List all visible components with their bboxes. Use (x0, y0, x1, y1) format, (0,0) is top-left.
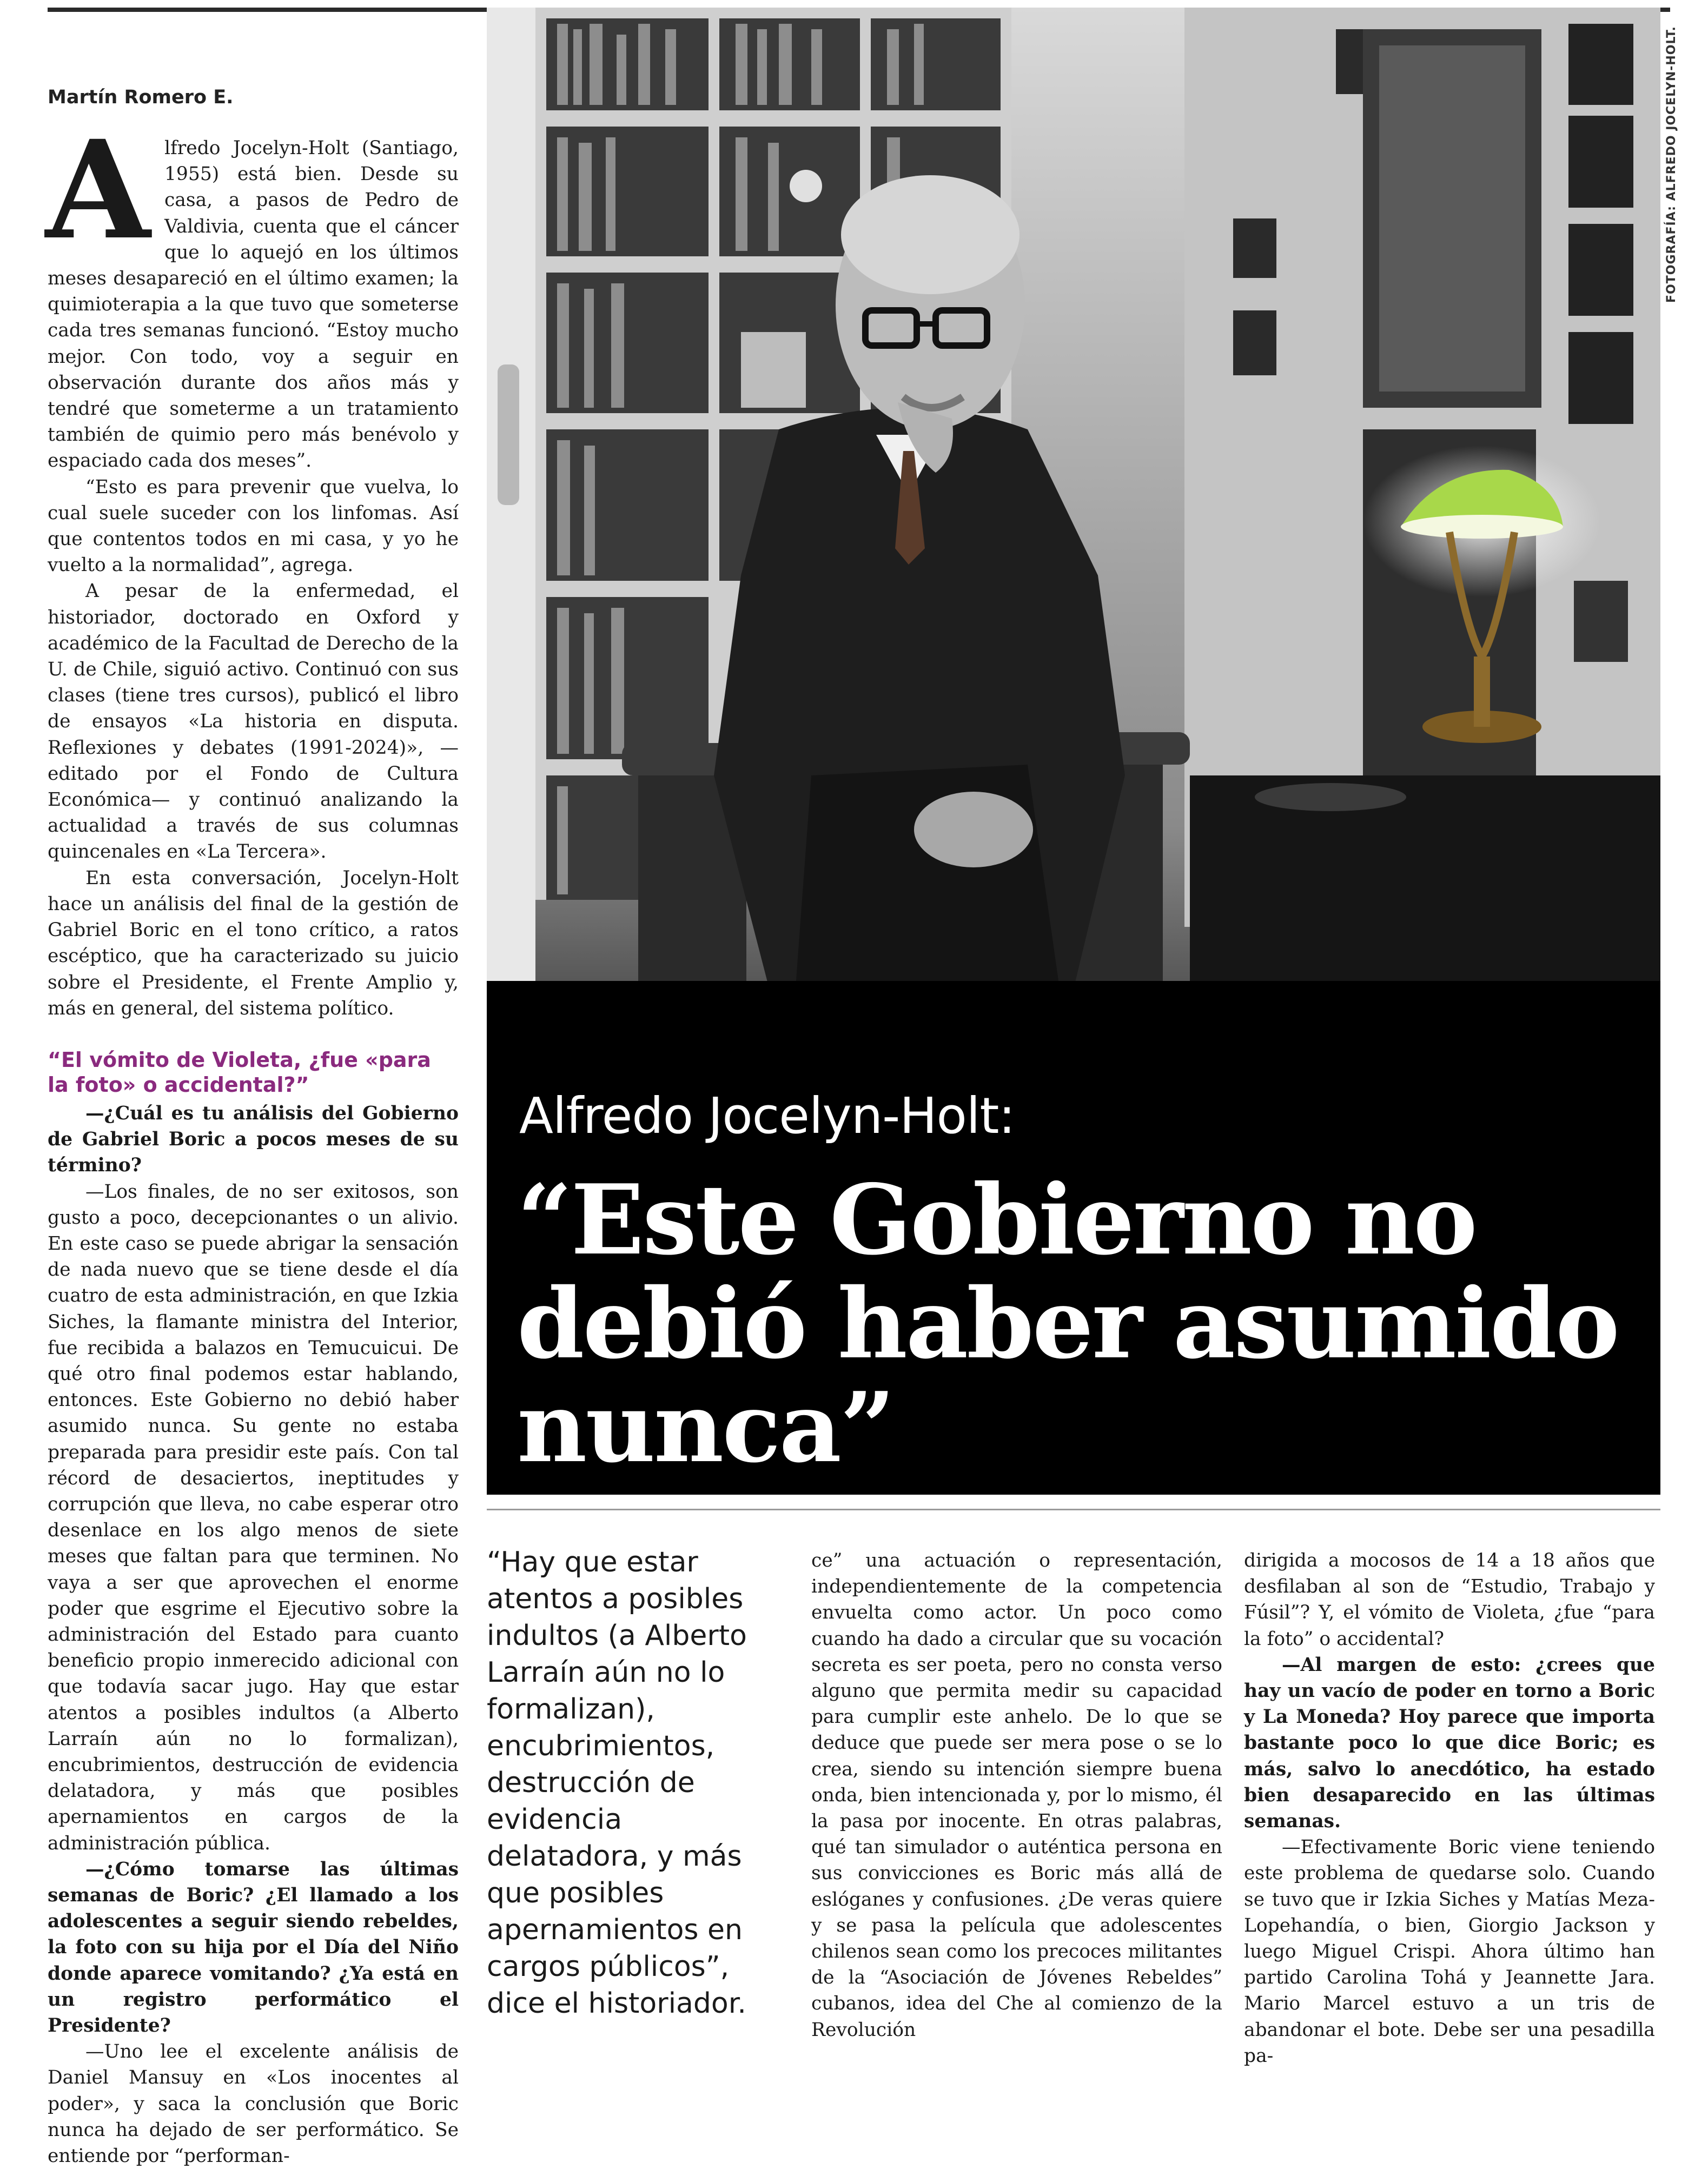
headline: “Este Gobierno no debió haber asumido nunca” (517, 1163, 1618, 1484)
answer-3: —Efectivamente Boric viene teniendo este problema de quedarse solo. Cuando se tuvo que ir Izkia Siches y Matías Meza-Lopehandía, o bien, Giorgio Jackson y luego Miguel Crispi. Ahora último han partido Carolina Tohá y Jeannette Jara. Mario Marcel estuvo a un tris de abandonar el bote. Debe ser una pesadilla pa- (1244, 1836, 1655, 2067)
section-divider (487, 1509, 1660, 1510)
paragraph-3: A pesar de la enfermedad, el historiador, doctorado en Oxford y académico de la Facultad de Derecho de la U. de Chile, siguió activo. Continuó con sus clases (tiene tres cursos), publicó el libro de ensayos «La historia en disputa. Reflexiones y debates (1991-2024)», —editado por el Fondo de Cultura Económica— y continuó analizando la actualidad a través de sus columnas quincenales en «La Tercera». (48, 580, 459, 863)
headline-area (487, 1060, 1660, 1493)
column-3 (1244, 1548, 1655, 2069)
photo-credit: FOTOGRAFÍA: ALFREDO JOCELYN-HOLT. (1665, 26, 1678, 303)
paragraph-4: En esta conversación, Jocelyn-Holt hace un análisis del final de la gestión de Gabriel Boric en el tono crítico, a ratos escéptico, que ha caracterizado su juicio sobre el Presidente, el Frente Amplio y, más en general, del sistema político. (48, 867, 459, 1019)
byline: Martín Romero E. (48, 87, 234, 108)
lead-paragraph (45, 110, 459, 474)
column-2 (811, 1548, 1222, 2043)
column-2-text: ce” una actuación o representación, independientemente de la competencia envuelta como actor. Un poco como cuando ha dado a circular que su vocación secreta es ser poeta, pero no consta verso alguno que permita medir su capacidad para cumplir este anhelo. De lo que se deduce que puede ser mera pose o se lo crea, siendo su intención siempre buena onda, bien intencionada y, por lo mismo, él la pasa por inocente. En otras palabras, qué tan simulador o auténtica persona en sus convicciones es Boric más allá de eslóganes y confusiones. ¿De veras quiere y se pasa la película que adolescentes chilenos sean como los precoces militantes de la “Asociación de Jóvenes Rebeldes” cubanos, idea del Che al comienzo de la Revolución (811, 1550, 1222, 2041)
answer-2: —Uno lee el excelente análisis de Daniel Mansuy en «Los inocentes al poder», y saca la conclusión que Boric nunca ha dejado de ser performático. Se entiende por “performan- (48, 2041, 459, 2167)
drop-cap: A (45, 110, 150, 269)
column-3-text: dirigida a mocosos de 14 a 18 años que desfilaban al son de “Estudio, Trabajo y Fúsil”? Y, el vómito de Violeta, ¿fue “para la foto” o accidental? (1244, 1550, 1655, 1650)
paragraph-2: “Esto es para prevenir que vuelva, lo cual suele suceder con los linfomas. Así que contentos todos en mi casa, y yo he vuelto a la normalidad”, agrega. (48, 476, 459, 576)
question-1: —¿Cuál es tu análisis del Gobierno de Gabriel Boric a pocos meses de su término? (48, 1102, 459, 1177)
question-3: —Al margen de esto: ¿crees que hay un vacío de poder en torno a Boric y La Moneda? Hoy parece que importa bastante poco lo que dice Boric; es más, salvo lo anecdótico, ha estado bien desaparecido en las últimas semanas. (1244, 1654, 1655, 1833)
left-column (45, 87, 459, 2169)
lead-text: lfredo Jocelyn-Holt (Santiago, 1955) está bien. Desde su casa, a pasos de Pedro de Valdivia, cuenta que el cáncer que lo aquejó en los últimos meses desapareció en el último examen; la quimioterapia a la que tuvo que someterse cada tres semanas funcionó. “Estoy mucho mejor. Con todo, voy a seguir en observación durante dos años más y tendré que someterme a un tratamiento también de quimio pero más benévolo y espaciado cada dos meses”. (48, 137, 459, 472)
headline-kicker: Alfredo Jocelyn-Holt: (519, 1087, 1015, 1145)
pull-quote: “Hay que estar atentos a posibles indultos (a Alberto Larraín aún no lo formalizan), encubrimientos, destrucción de evidencia delatadora, y más que posibles apernamientos en cargos públicos”, dice el historiador. (487, 1546, 747, 2020)
question-2: —¿Cómo tomarse las últimas semanas de Boric? ¿El llamado a los adolescentes a seguir siendo rebeldes, la foto con su hija por el Día del Niño donde aparece vomitando? ¿Ya está en un registro performático el Presidente? (48, 1858, 459, 2037)
section-subhead: “El vómito de Violeta, ¿fue «para la foto» o accidental?” (48, 1047, 431, 1097)
answer-1: —Los finales, de no ser exitosos, son gusto a poco, decepcionantes o un alivio. En este caso se puede abrigar la sensación de nada nuevo que se tiene desde el día cuatro de esta administración, en que Izkia Siches, la flamante ministra del Interior, fue recibida a balazos en Temucuicui. De qué otro final podemos estar hablando, entonces. Este Gobierno no debió haber asumido nunca. Su gente no estaba preparada para presidir este país. Con tal récord de desaciertos, ineptitudes y corrupción que lleva, no cabe esperar otro desenlace en los algo menos de siete meses que faltan para que terminen. No vaya a ser que aprovechen el enorme poder que esgrime el Ejecutivo sobre la administración del Estado para cuanto beneficio propio inmerecido adicional con que todavía sacar jugo. Hay que estar atentos a posibles indultos (a Alberto Larraín aún no lo formalizan), encubrimientos, destrucción de evidencia delatadora, y más que posibles apernamientos en cargos de la administración pública. (48, 1180, 459, 1854)
